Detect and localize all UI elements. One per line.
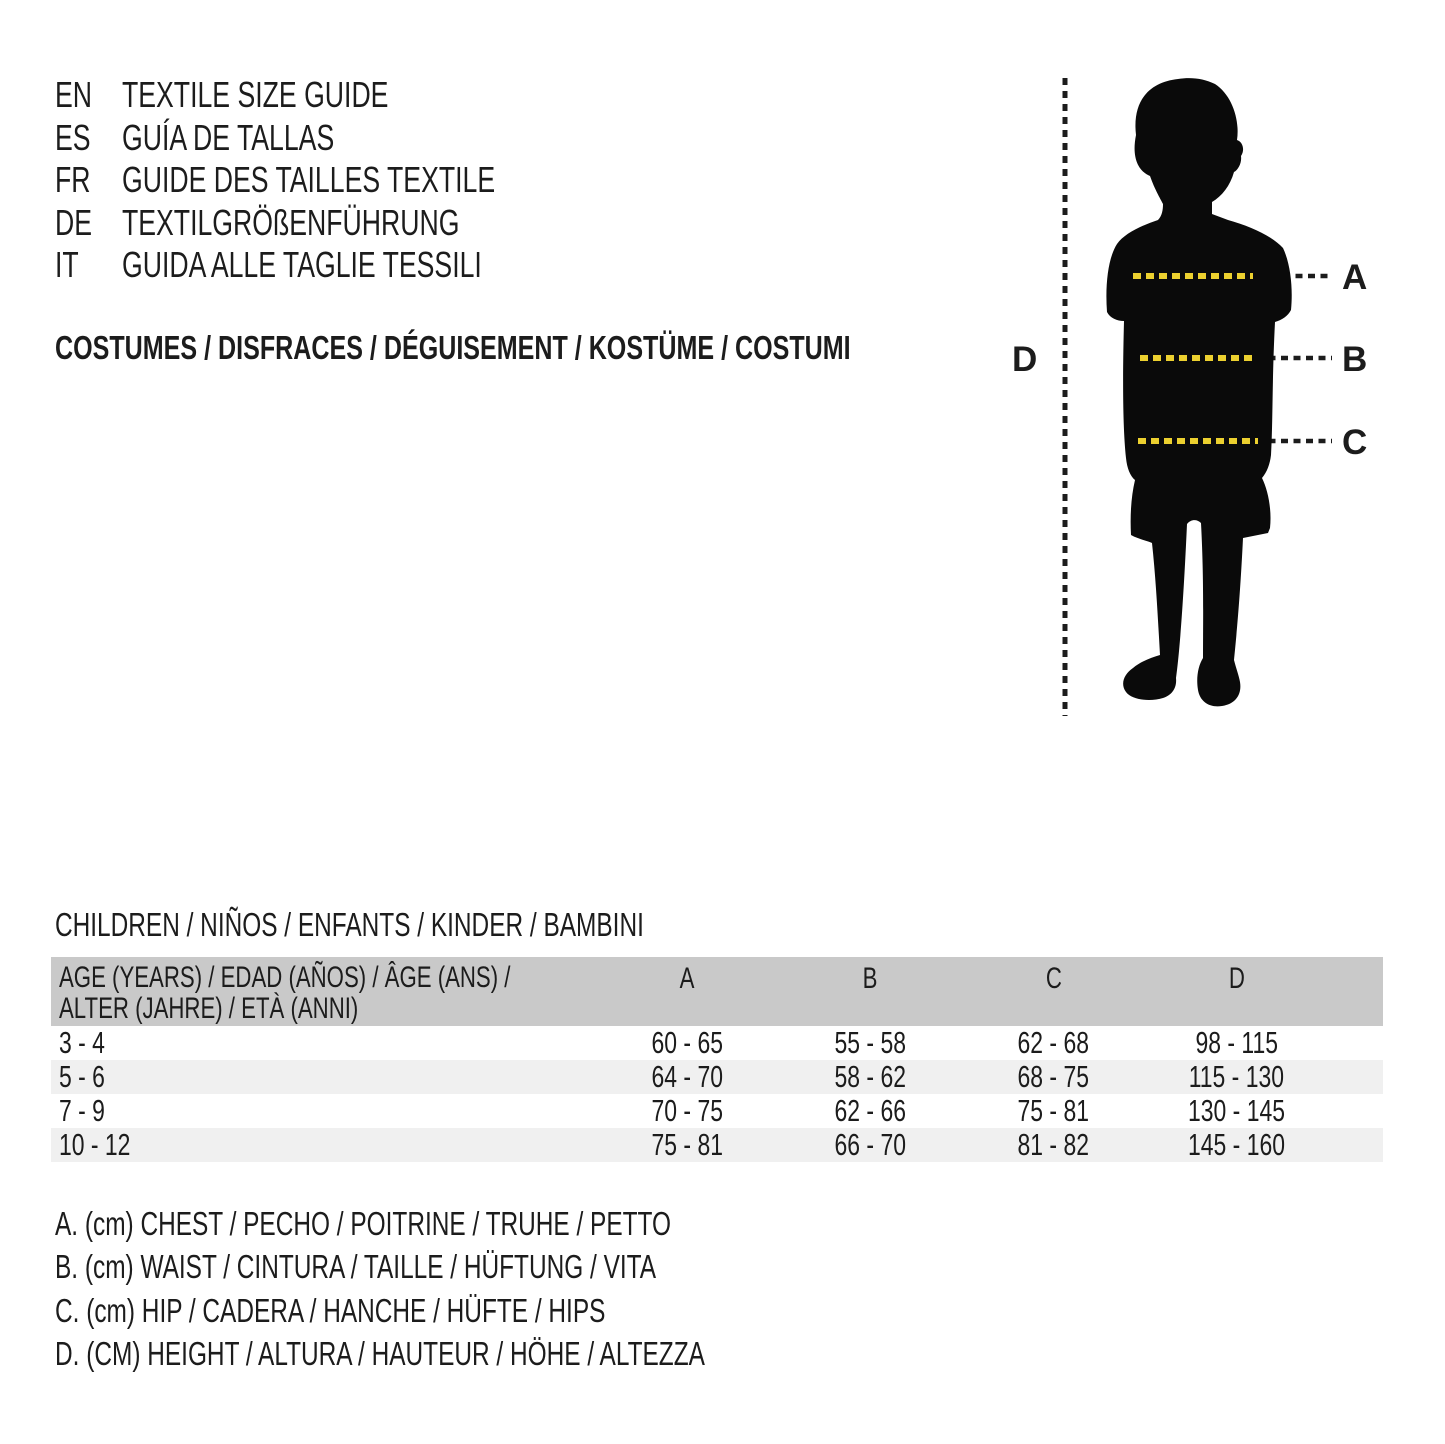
legend-height: D. (CM) HEIGHT / ALTURA / HAUTEUR / HÖHE / ALTEZZA bbox=[55, 1335, 705, 1373]
height-cell: 130 - 145 bbox=[1188, 1093, 1285, 1128]
child-silhouette-figure bbox=[990, 60, 1445, 740]
language-code-de: DE bbox=[55, 201, 93, 243]
guide-title-de: TEXTILGRÖßENFÜHRUNG bbox=[122, 201, 460, 243]
chest-cell: 60 - 65 bbox=[651, 1025, 724, 1060]
hip-cell: 81 - 82 bbox=[1017, 1127, 1090, 1162]
language-row-it bbox=[55, 244, 626, 287]
child-silhouette bbox=[1106, 78, 1291, 706]
waist-cell: 62 - 66 bbox=[834, 1093, 907, 1128]
chest-cell: 70 - 75 bbox=[651, 1093, 724, 1128]
language-code-fr: FR bbox=[55, 159, 91, 201]
hip-cell: 75 - 81 bbox=[1017, 1093, 1090, 1128]
chest-cell: 75 - 81 bbox=[651, 1127, 724, 1162]
legend-chest: A. (cm) CHEST / PECHO / POITRINE / TRUHE / PETTO bbox=[55, 1204, 672, 1242]
table-row bbox=[51, 1094, 1383, 1128]
figure-label-d: D bbox=[1012, 340, 1038, 379]
waist-cell: 66 - 70 bbox=[834, 1127, 907, 1162]
language-row-fr bbox=[55, 159, 626, 202]
language-row-es bbox=[55, 117, 626, 160]
height-cell: 115 - 130 bbox=[1188, 1059, 1285, 1094]
category-title: COSTUMES / DISFRACES / DÉGUISEMENT / KOSTÜME / COSTUMI bbox=[55, 329, 851, 366]
language-code-it: IT bbox=[55, 244, 79, 286]
figure-label-b: B bbox=[1342, 340, 1368, 379]
age-cell: 7 - 9 bbox=[59, 1093, 105, 1128]
guide-title-es: GUÍA DE TALLAS bbox=[122, 116, 335, 158]
size-table bbox=[51, 957, 1383, 1162]
table-row bbox=[51, 1128, 1383, 1162]
column-header-c: C bbox=[1045, 962, 1062, 995]
legend-hip: C. (cm) HIP / CADERA / HANCHE / HÜFTE / HIPS bbox=[55, 1291, 606, 1329]
guide-title-en: TEXTILE SIZE GUIDE bbox=[122, 74, 389, 116]
legend-waist: B. (cm) WAIST / CINTURA / TAILLE / HÜFTUNG / VITA bbox=[55, 1248, 657, 1286]
hip-cell: 68 - 75 bbox=[1017, 1059, 1090, 1094]
table-section-title: CHILDREN / NIÑOS / ENFANTS / KINDER / BAMBINI bbox=[55, 906, 644, 943]
language-title-list bbox=[55, 74, 626, 287]
figure-label-a: A bbox=[1342, 258, 1368, 297]
column-header-a: A bbox=[680, 962, 695, 995]
language-row-de bbox=[55, 202, 626, 245]
column-header-b: B bbox=[863, 962, 878, 995]
age-column-header: AGE (YEARS) / EDAD (AÑOS) / ÂGE (ANS) / ALTER (JAHRE) / ETÀ (ANNI) bbox=[59, 961, 511, 1025]
height-cell: 145 - 160 bbox=[1188, 1127, 1285, 1162]
language-row-en bbox=[55, 74, 626, 117]
age-cell: 3 - 4 bbox=[59, 1025, 105, 1060]
column-header-d: D bbox=[1228, 962, 1245, 995]
table-row bbox=[51, 1026, 1383, 1060]
age-cell: 5 - 6 bbox=[59, 1059, 105, 1094]
guide-title-fr: GUIDE DES TAILLES TEXTILE bbox=[122, 159, 496, 201]
language-code-en: EN bbox=[55, 74, 93, 116]
height-cell: 98 - 115 bbox=[1195, 1025, 1278, 1060]
waist-cell: 58 - 62 bbox=[834, 1059, 907, 1094]
table-row bbox=[51, 1060, 1383, 1094]
figure-label-c: C bbox=[1342, 423, 1368, 462]
guide-title-it: GUIDA ALLE TAGLIE TESSILI bbox=[122, 244, 482, 286]
hip-cell: 62 - 68 bbox=[1017, 1025, 1090, 1060]
waist-cell: 55 - 58 bbox=[834, 1025, 907, 1060]
measurement-legend bbox=[55, 1202, 933, 1376]
age-cell: 10 - 12 bbox=[59, 1127, 131, 1162]
table-header-row bbox=[51, 957, 1383, 1026]
chest-cell: 64 - 70 bbox=[651, 1059, 724, 1094]
language-code-es: ES bbox=[55, 116, 91, 158]
